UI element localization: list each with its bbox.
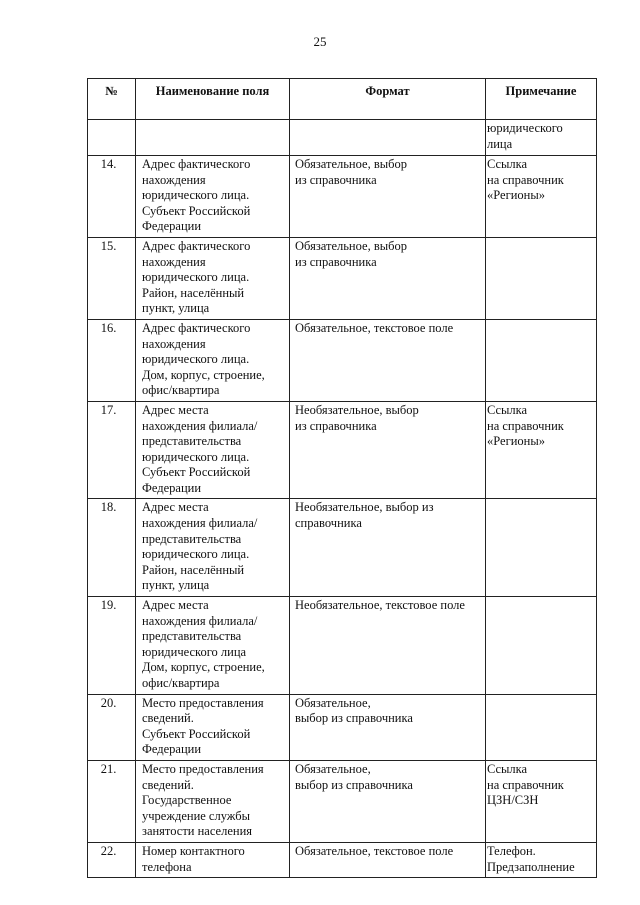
field-note: Телефон. Предзаполнение — [487, 843, 575, 874]
field-note: Ссылка на справочник «Регионы» — [487, 402, 564, 449]
field-name: Адрес места нахождения филиала/ представительства юридического лица Дом, корпус, строение, офис/квартира — [142, 598, 265, 690]
table-row — [88, 319, 597, 401]
field-format: Обязательное, выбор из справочника — [295, 695, 413, 726]
table-row — [88, 597, 597, 695]
row-number: 16. — [88, 319, 136, 401]
field-format: Обязательное, текстовое поле — [295, 320, 454, 335]
field-format: Обязательное, выбор из справочника — [295, 238, 407, 269]
row-number: 22. — [88, 842, 136, 877]
row-number: 17. — [88, 401, 136, 499]
field-name: Адрес места нахождения филиала/ представительства юридического лица. Район, населённый пункт, улица — [142, 500, 258, 593]
page-number: 25 — [313, 34, 327, 49]
field-name: Место предоставления сведений. Субъект Российской Федерации — [142, 695, 264, 757]
field-name: Адрес фактического нахождения юридического лица. Дом, корпус, строение, офис/квартира — [142, 320, 265, 398]
row-number: 20. — [88, 694, 136, 760]
field-format: Необязательное, выбор из справочника — [295, 500, 434, 531]
table-row — [88, 401, 597, 499]
table-row — [88, 760, 597, 842]
table-row — [88, 237, 597, 319]
field-format: Обязательное, текстовое поле — [295, 843, 454, 858]
row-number: 18. — [88, 499, 136, 597]
row-number — [88, 120, 136, 156]
row-number: 21. — [88, 760, 136, 842]
row-number: 14. — [88, 156, 136, 238]
table-row — [88, 842, 597, 877]
field-format: Обязательное, выбор из справочника — [295, 157, 407, 187]
field-format: Обязательное, выбор из справочника — [295, 761, 413, 792]
field-format: Необязательное, выбор из справочника — [295, 402, 419, 433]
field-name: Место предоставления сведений. Государственное учреждение службы занятости населения — [142, 761, 264, 839]
header-number: № — [88, 79, 136, 120]
table-row — [88, 156, 597, 238]
row-number: 19. — [88, 597, 136, 695]
field-name: Адрес места нахождения филиала/ представительства юридического лица. Субъект Российской Федерации — [142, 402, 258, 495]
field-name: Адрес фактического нахождения юридического лица. Район, населённый пункт, улица — [142, 238, 251, 316]
table-row — [88, 694, 597, 760]
fields-table — [87, 78, 597, 878]
field-format: Необязательное, текстовое поле — [295, 598, 465, 613]
table-header-row — [88, 79, 597, 120]
row-number: 15. — [88, 237, 136, 319]
table-row — [88, 499, 597, 597]
header-format: Формат — [290, 79, 486, 120]
field-note: Ссылка на справочник ЦЗН/СЗН — [487, 761, 564, 808]
field-note: юридического лица — [487, 121, 563, 151]
field-note: Ссылка на справочник «Регионы» — [487, 157, 564, 203]
table-row — [88, 120, 597, 156]
header-field-name: Наименование поля — [136, 79, 290, 120]
header-note: Примечание — [486, 79, 597, 120]
field-name: Номер контактного телефона — [142, 843, 245, 874]
field-name: Адрес фактического нахождения юридического лица. Субъект Российской Федерации — [142, 157, 251, 234]
